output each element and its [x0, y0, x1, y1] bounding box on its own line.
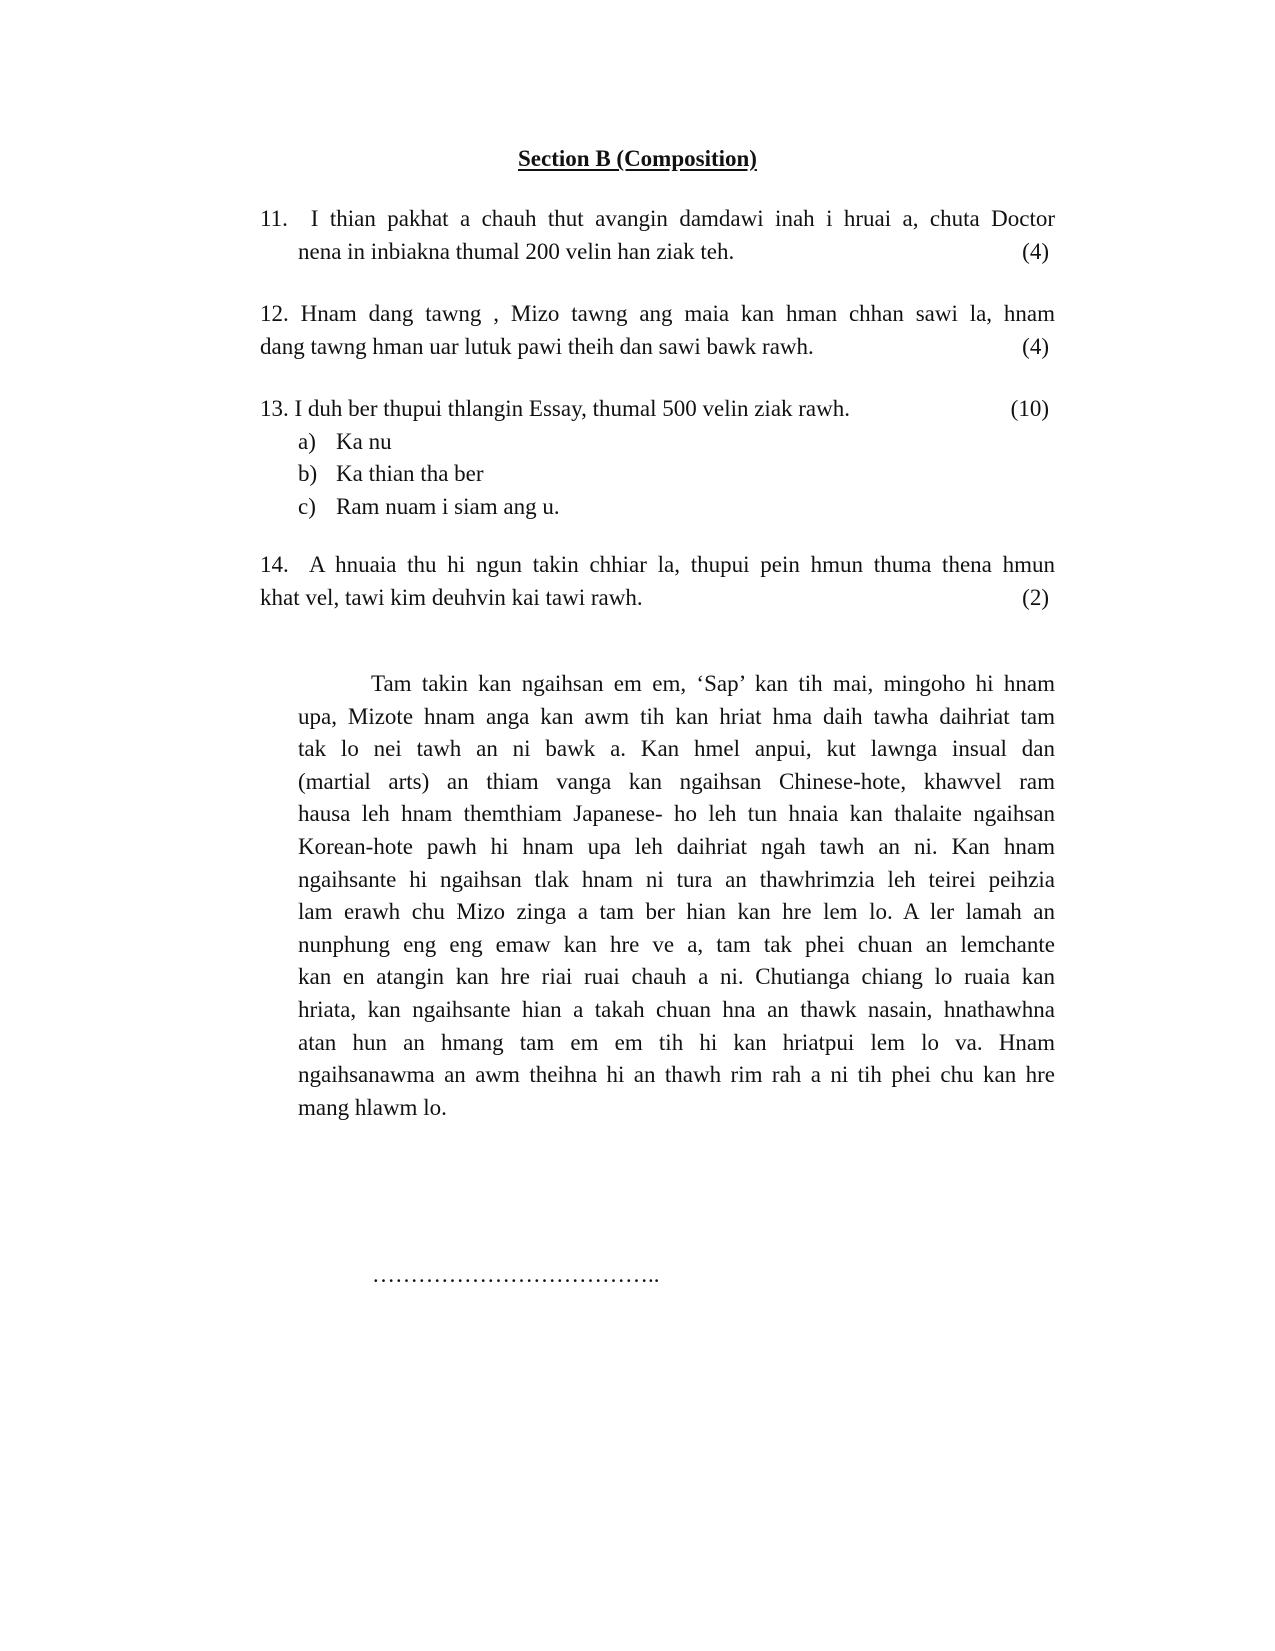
- passage-line: lam erawh chu Mizo zinga a tam ber hian kan hre lem lo. A ler lamah an: [298, 899, 1055, 925]
- option-c: [260, 491, 1055, 524]
- option-text: Ka nu: [336, 428, 392, 454]
- question-14-line-2: [260, 582, 1055, 615]
- question-text: nena in inbiakna thumal 200 velin han ziak teh.: [298, 238, 735, 264]
- comprehension-passage: [298, 668, 1055, 1124]
- passage-line: ngaihsanawma an awm theihna hi an thawh rim rah a ni tih phei chu kan hre: [298, 1062, 1055, 1088]
- passage-line: (martial arts) an thiam vanga kan ngaihsan Chinese-hote, khawvel ram: [298, 768, 1055, 794]
- option-text: Ka thian tha ber: [336, 461, 484, 486]
- question-text: A hnuaia thu hi ngun takin chhiar la, thupui pein hmun thuma thena hmun: [309, 552, 1056, 577]
- option-a: [260, 426, 1055, 459]
- option-label: a): [298, 428, 316, 454]
- passage-line: atan hun an hmang tam em em tih hi kan hriatpui lem lo va. Hnam: [298, 1029, 1055, 1055]
- question-marks: (10): [1010, 396, 1049, 421]
- question-number: 13.: [260, 396, 289, 421]
- option-label: c): [298, 493, 316, 519]
- question-13-line-1: [260, 393, 1055, 426]
- question-text: I thian pakhat a chauh thut avangin damdawi inah i hruai a, chuta Doctor: [310, 206, 1056, 231]
- question-marks: (4): [1022, 333, 1049, 359]
- question-11-line-2: [260, 236, 1055, 269]
- question-14: [260, 549, 1055, 614]
- question-12-line-1: [260, 298, 1055, 331]
- passage-line: nunphung eng eng emaw kan hre ve a, tam tak phei chuan an lemchante: [298, 931, 1055, 957]
- question-14-line-1: [260, 549, 1055, 582]
- question-text: dang tawng hman uar lutuk pawi theih dan sawi bawk rawh.: [260, 333, 814, 359]
- passage-line: ngaihsante hi ngaihsan tlak hnam ni tura an thawhrimzia leh teirei peihzia: [298, 866, 1055, 892]
- question-13: [260, 393, 1055, 523]
- passage-line: mang hlawm lo.: [298, 1094, 447, 1120]
- section-title: Section B (Composition): [518, 146, 757, 171]
- question-12: [260, 298, 1055, 363]
- option-text: Ram nuam i siam ang u.: [336, 493, 560, 519]
- question-text: I duh ber thupui thlangin Essay, thumal 500 velin ziak rawh.: [294, 396, 851, 421]
- question-marks: (4): [1022, 238, 1049, 264]
- passage-line: Korean-hote pawh hi hnam upa leh daihriat ngah tawh an ni. Kan hnam: [298, 833, 1055, 859]
- question-number: 12.: [260, 301, 289, 326]
- passage-line: Tam takin kan ngaihsan em em, ‘Sap’ kan tih mai, mingoho hi hnam: [371, 671, 1055, 696]
- question-number: 14.: [260, 552, 289, 577]
- passage-line: tak lo nei tawh an ni bawk a. Kan hmel anpui, kut lawnga insual dan: [298, 736, 1055, 762]
- question-12-line-2: [260, 331, 1055, 364]
- question-11: [260, 203, 1055, 268]
- question-marks: (2): [1022, 584, 1049, 610]
- question-number: 11.: [260, 206, 288, 231]
- passage-line: hausa leh hnam themthiam Japanese- ho leh tun hnaia kan thalaite ngaihsan: [298, 801, 1055, 827]
- passage-line: hriata, kan ngaihsante hian a takah chuan hna an thawk nasain, hnathawhna: [298, 996, 1055, 1022]
- question-11-line-1: [260, 203, 1055, 236]
- passage-line: upa, Mizote hnam anga kan awm tih kan hriat hma daih tawha daihriat tam: [298, 703, 1055, 729]
- option-b: [260, 458, 1055, 491]
- option-label: b): [298, 461, 318, 486]
- passage-line: kan en atangin kan hre riai ruai chauh a ni. Chutianga chiang lo ruaia kan: [298, 964, 1055, 990]
- closing-dots: ………………………………..: [372, 1262, 660, 1287]
- question-text: Hnam dang tawng , Mizo tawng ang maia kan hman chhan sawi la, hnam: [300, 301, 1056, 326]
- question-text: khat vel, tawi kim deuhvin kai tawi rawh.: [260, 584, 643, 610]
